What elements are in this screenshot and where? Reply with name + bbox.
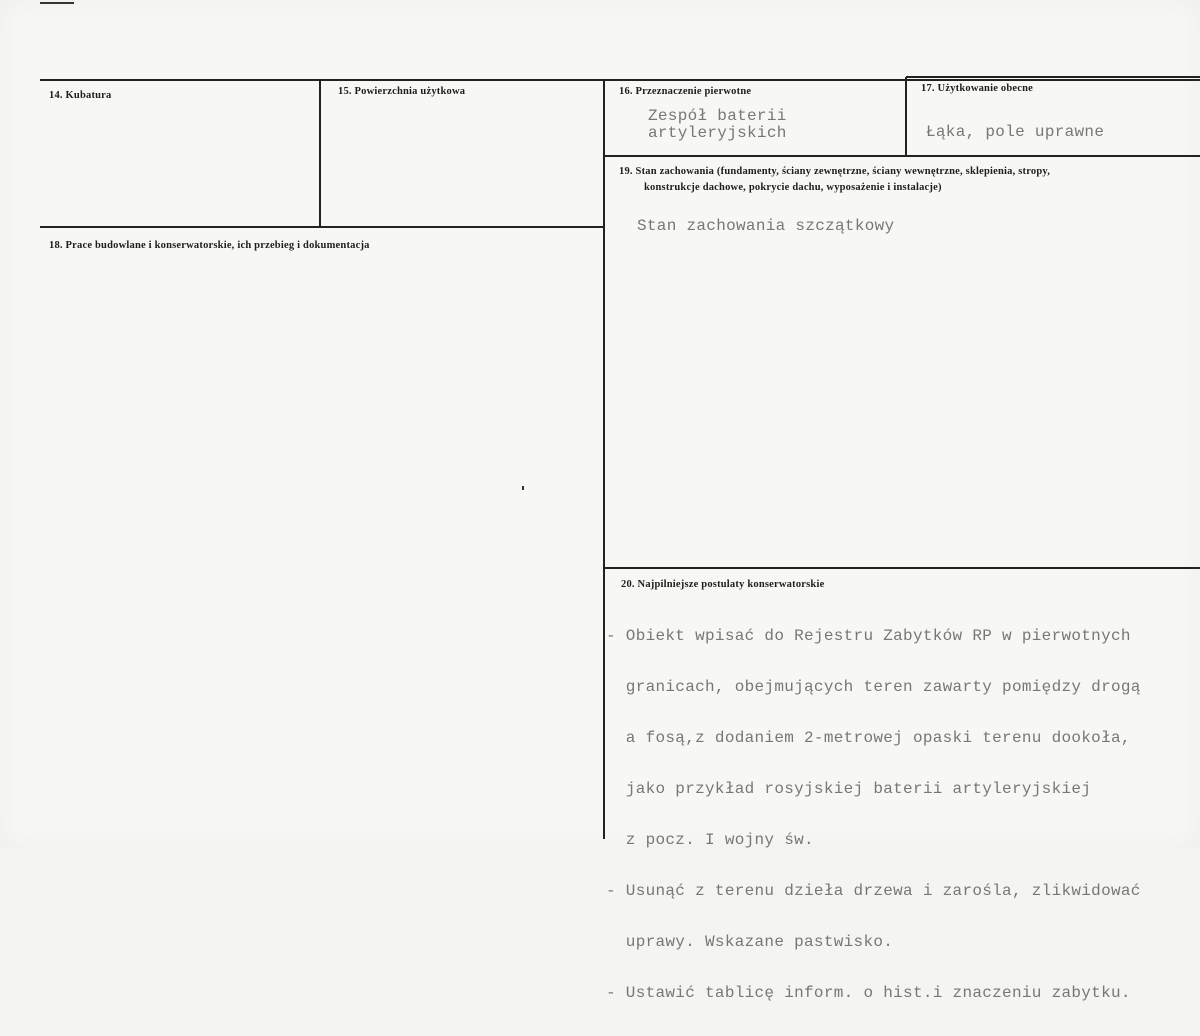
field-20-line: - Ustawić tablicę inform. o hist.i znaczeniu zabytku. xyxy=(606,984,1131,1002)
field-16-label: 16. Przeznaczenie pierwotne xyxy=(619,86,752,97)
field-20-line: - Usunąć z terenu dzieła drzewa i zarośla, zlikwidować xyxy=(606,882,1141,900)
rule-v-main xyxy=(603,79,605,839)
field-14-label: 14. Kubatura xyxy=(49,90,112,101)
field-19-value: Stan zachowania szczątkowy xyxy=(637,217,895,235)
rule-under-14-15 xyxy=(40,226,604,228)
rule-v-16-17 xyxy=(905,77,907,157)
rule-v-14-15 xyxy=(319,80,321,228)
top-edge-mark xyxy=(40,2,74,4)
field-20-text xyxy=(606,594,1141,1036)
field-19-label-line2: konstrukcje dachowe, pokrycie dachu, wyposażenie i instalacje) xyxy=(644,182,942,193)
field-19-label-line1: 19. Stan zachowania (fundamenty, ściany zewnętrzne, ściany wewnętrzne, sklepienia, stropy, xyxy=(619,166,1051,177)
field-20-line: - Obiekt wpisać do Rejestru Zabytków RP w pierwotnych xyxy=(606,627,1131,645)
field-20-line: z pocz. I wojny św. xyxy=(606,831,814,849)
field-20-line: granicach, obejmujących teren zawarty pomiędzy drogą xyxy=(606,678,1141,696)
rule-above-20 xyxy=(604,567,1200,569)
field-18-label: 18. Prace budowlane i konserwatorskie, ich przebieg i dokumentacja xyxy=(49,240,370,251)
field-20-label: 20. Najpilniejsze postulaty konserwatorskie xyxy=(621,579,825,590)
rule-top-right xyxy=(906,76,1200,78)
field-16-value-line2: artyleryjskich xyxy=(648,124,787,142)
stray-mark xyxy=(522,486,524,490)
rule-under-16-17 xyxy=(604,155,1200,157)
field-16-value-line1: Zespół baterii xyxy=(648,107,787,125)
field-17-value: Łąka, pole uprawne xyxy=(926,123,1105,141)
field-17-label: 17. Użytkowanie obecne xyxy=(921,83,1034,94)
field-20-line: uprawy. Wskazane pastwisko. xyxy=(606,933,894,951)
field-20-line: jako przykład rosyjskiej baterii artyleryjskiej xyxy=(606,780,1092,798)
field-15-label: 15. Powierzchnia użytkowa xyxy=(338,86,466,97)
field-20-line: a fosą,z dodaniem 2-metrowej opaski terenu dookoła, xyxy=(606,729,1131,747)
